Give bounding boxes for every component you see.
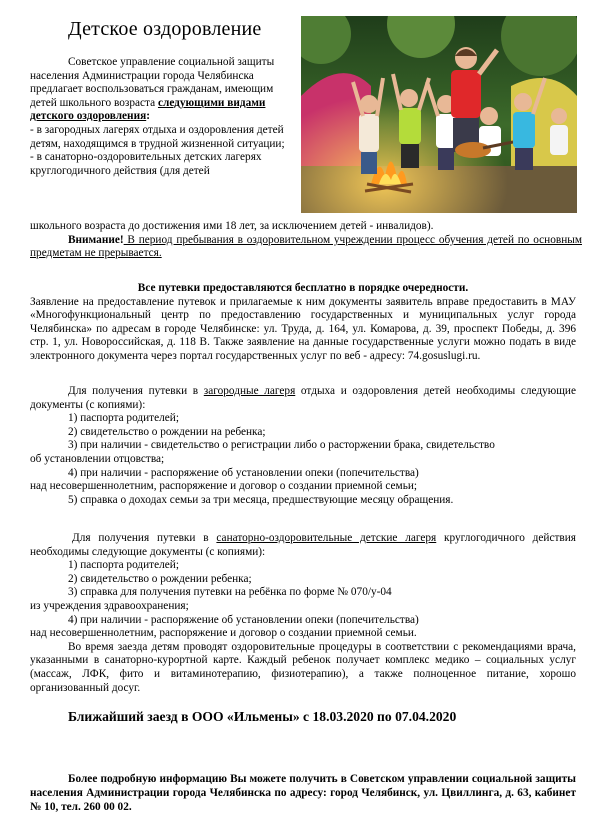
intro-continuation (30, 220, 582, 261)
attention-note (30, 234, 582, 261)
children-campfire-photo (301, 16, 577, 213)
campfire-illustration (301, 16, 577, 213)
list-item: 3) справка для получения путевки на ребёнка по форме № 070/у-04 (68, 586, 392, 599)
next-arrival (68, 710, 588, 724)
camps-intro-emphasis: загородные лагеря (203, 385, 296, 397)
list-item: над несовершеннолетним, распоряжение и договор о создании приемной семьи; (30, 480, 418, 493)
attention-label: Внимание! (68, 233, 124, 246)
intro-colon: : (146, 110, 150, 123)
sanatorium-camps-section (30, 532, 576, 695)
list-item: над несовершеннолетним, распоряжение и договор о создании приемной семьи. (30, 627, 417, 640)
intro-option-sanatorium-camps: - в санаторно-оздоровительных детских лагерях круглогодичного действия (для детей (30, 151, 262, 177)
camps-intro-lead: Для получения путевки в (68, 385, 204, 397)
intro-text (30, 56, 295, 178)
list-item: 4) при наличии - распоряжение об установлении опеки (попечительства) (68, 466, 419, 479)
sanatorium-intro-rest: круглогодичного действия необходимы следующие документы (с копиями): (30, 532, 577, 558)
sanatorium-intro-lead: Для получения путевки в (72, 532, 217, 544)
intro-option-country-camps: - в загородных лагерях отдыха и оздоровления детей детям, находящимся в трудной жизненной ситуации; (30, 123, 285, 150)
list-item: 1) паспорта родителей; (68, 559, 179, 572)
list-item: 1) паспорта родителей; (68, 412, 179, 425)
list-item: 2) свидетельство о рождении ребенка; (68, 572, 252, 585)
application-info-paragraph: Заявление на предоставление путевок и прилагаемые к ним документы заявитель вправе предоставить в МАУ «Многофункциональный центр по предоставлению государственных и муниципальных услуг города Челябинска» по адресам в городе Челябинске: ул. Труда, д. 164, ул. Комарова, д. 39, проспект Победы, д. 396 стр. 1, ул. Новороссийская, д. 118 В. Также заявление на данные государственные услуги можно подать в виде электронного документа через портал государственных услуг по веб - адресу: 74.gosuslugi.ru. (30, 295, 576, 362)
list-item: 4) при наличии - распоряжение об установлении опеки (попечительства) (68, 613, 419, 626)
attention-text: В период пребывания в оздоровительном учреждении процесс обучения детей по основным предметам не прерывается. (30, 233, 582, 260)
intro-emphasis: следующими видами детского оздоровления (30, 96, 266, 123)
camps-intro-rest: отдыха и оздоровления детей необходимы следующие документы (с копиями): (30, 385, 576, 411)
procedures-paragraph: Во время заезда детям проводят оздоровительные процедуры в соответствии с рекомендациями врача, указанными в санаторно-курортной карте. Каждый ребенок получает комплекс медико – социальных услуг (массаж, ЛФК, фито и витаминотерапию, физиотерапию), а также полноценное питание, хорошо организованный досуг. (30, 640, 576, 694)
list-item: 5) справка о доходах семьи за три месяца, предшествующие месяцу обращения. (68, 493, 454, 506)
list-item: 2) свидетельство о рождении на ребенка; (68, 425, 266, 438)
list-item: из учреждения здравоохранения; (30, 599, 189, 612)
intro-lead-text: Советское управление социальной защиты населения Администрации города Челябинска предлагает воспользоваться гражданам, имеющим детей школьного возраста (30, 56, 275, 109)
list-item: 3) при наличии - свидетельство о регистрации либо о расторжении брака, свидетельство (68, 439, 495, 452)
intro-option-continuation: школьного возраста до достижения ими 18 лет, за исключением детей - инвалидов). (30, 220, 434, 232)
list-item: об установлении отцовства; (30, 452, 165, 465)
sanatorium-intro-emphasis: санаторно-оздоровительные детские лагеря (216, 532, 437, 544)
page-title: Детское оздоровление (68, 18, 262, 40)
footer-text: Более подробную информацию Вы можете получить в Советском управлении социальной защиты населения Администрации города Челябинска по адресу: город Челябинск, ул. Цвиллинга, д. 63, кабинет № 10, тел. 260 00 02. (30, 773, 576, 813)
country-camps-section (30, 385, 576, 507)
free-vouchers-section (30, 282, 576, 364)
free-vouchers-heading: Все путевки предоставляются бесплатно в порядке очередности. (137, 282, 469, 294)
next-arrival-text: Ближайший заезд в ООО «Ильмены» с 18.03.2020 по 07.04.2020 (68, 709, 457, 724)
footer-contact-info (30, 772, 576, 814)
